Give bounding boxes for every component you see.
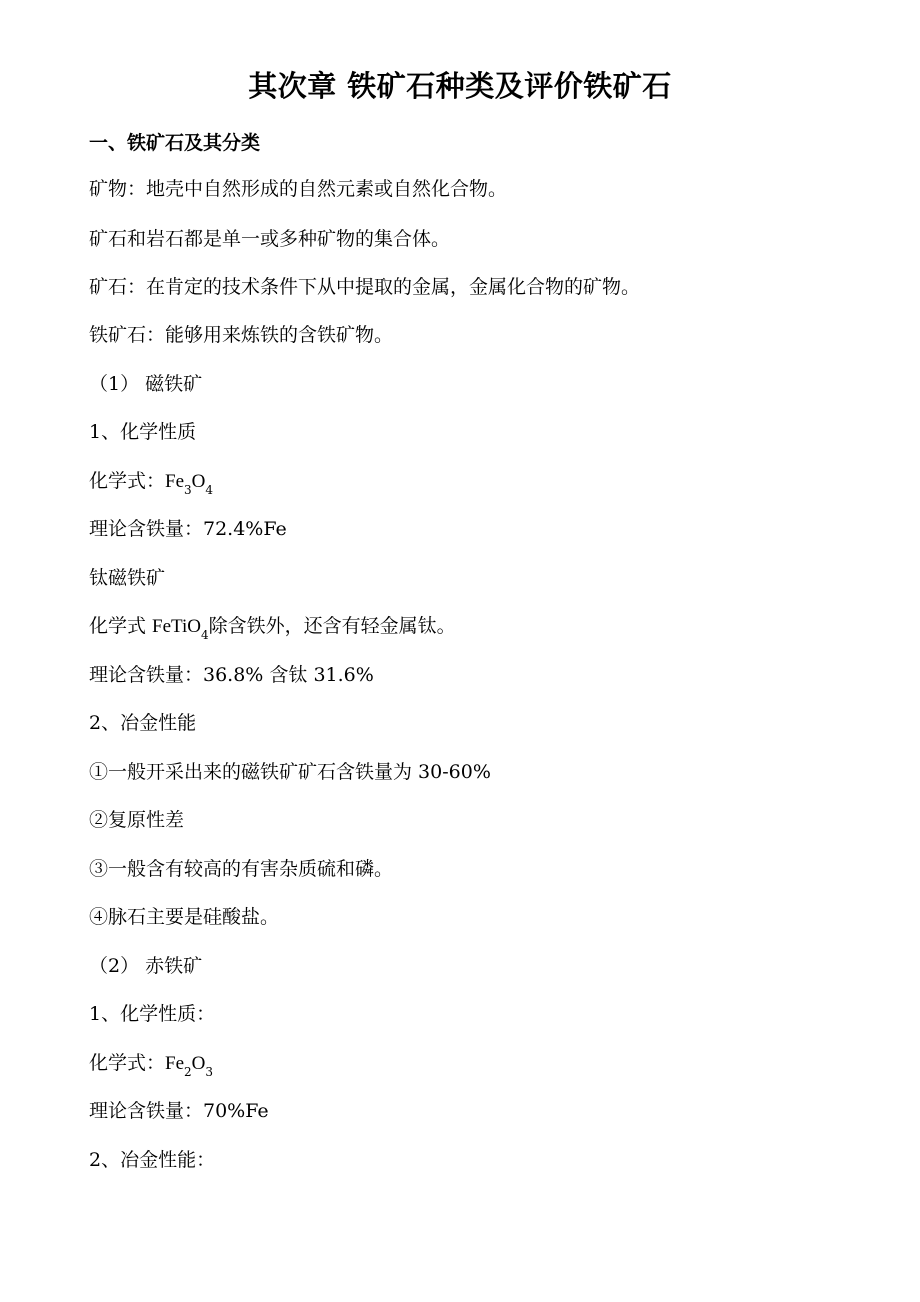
metallurgy-item: ①一般开采出来的磁铁矿矿石含铁量为 30-60% — [89, 761, 491, 783]
definition-ore: 矿石：在肯定的技术条件下从中提取的金属，金属化合物的矿物。 — [89, 276, 641, 298]
subsection-hematite: （2） 赤铁矿 — [89, 955, 203, 977]
titanomagnetite-formula-line — [89, 612, 456, 641]
formula-element: FeTiO — [152, 616, 201, 637]
formula-element: Fe — [165, 471, 185, 492]
metallurgy-heading-magnetite: 2、冶金性能 — [89, 712, 197, 734]
definition-ore-rock: 矿石和岩石都是单一或多种矿物的集合体。 — [89, 228, 451, 250]
formula-subscript: 4 — [201, 628, 209, 642]
formula-subscript: 3 — [184, 483, 192, 497]
formula-element: Fe — [165, 1053, 185, 1074]
definition-iron-ore: 铁矿石：能够用来炼铁的含铁矿物。 — [89, 324, 394, 346]
definition-mineral: 矿物：地壳中自然形成的自然元素或自然化合物。 — [89, 178, 508, 200]
formula-subscript: 4 — [205, 483, 214, 497]
magnetite-iron-content: 理论含铁量：72.4%Fe — [89, 518, 287, 540]
magnetite-chem-heading: 1、化学性质 — [89, 421, 197, 443]
formula-subscript: 2 — [184, 1065, 192, 1079]
titanomagnetite-iron-content: 理论含铁量：36.8% 含钛 31.6% — [89, 664, 374, 686]
formula-element: O — [191, 1053, 206, 1074]
formula-subscript: 3 — [205, 1065, 214, 1079]
formula-label: 化学式 — [89, 615, 153, 637]
formula-label: 化学式： — [89, 470, 166, 492]
hematite-formula-line — [89, 1049, 213, 1078]
formula-note: 除含铁外，还含有轻金属钛。 — [208, 615, 456, 637]
formula-element: O — [191, 471, 206, 492]
magnetite-formula-line — [89, 467, 213, 496]
metallurgy-item: ④脉石主要是硅酸盐。 — [89, 906, 280, 928]
hematite-iron-content: 理论含铁量：70%Fe — [89, 1100, 269, 1122]
formula-label: 化学式： — [89, 1052, 166, 1074]
hematite-chem-heading: 1、化学性质： — [89, 1003, 216, 1025]
metallurgy-item: ③一般含有较高的有害杂质硫和磷。 — [89, 858, 394, 880]
metallurgy-heading-hematite: 2、冶金性能： — [89, 1149, 216, 1171]
section-heading: 一、铁矿石及其分类 — [89, 132, 261, 154]
metallurgy-item: ②复原性差 — [89, 809, 185, 831]
subsection-magnetite: （1） 磁铁矿 — [89, 373, 203, 395]
page-title: 其次章 铁矿石种类及评价铁矿石 — [248, 69, 672, 103]
titanomagnetite-heading: 钛磁铁矿 — [89, 567, 166, 589]
